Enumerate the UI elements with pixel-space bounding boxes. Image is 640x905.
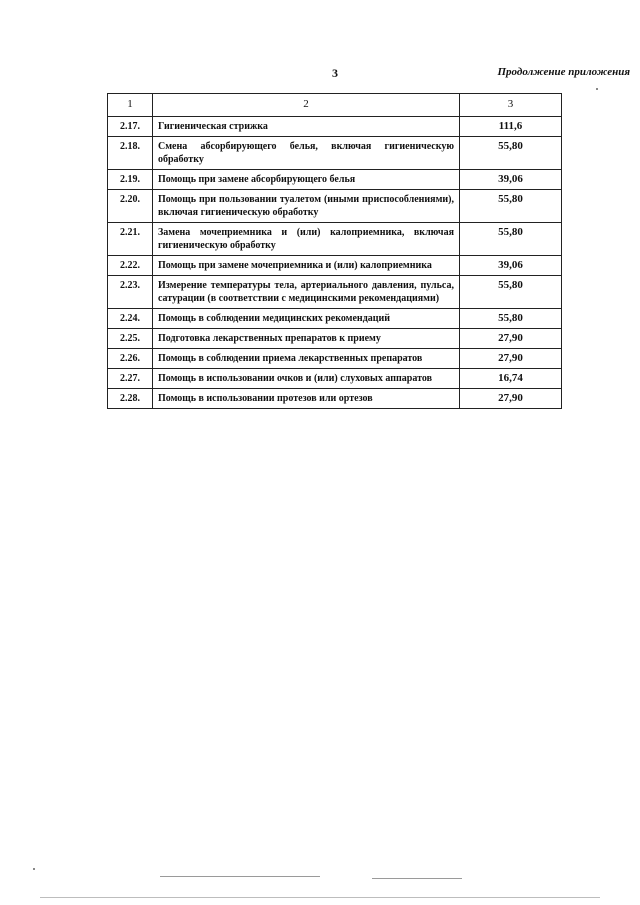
table-row [108,137,562,170]
column-header-value: 3 [460,94,562,117]
row-number: 2.25. [108,329,153,349]
table-row [108,256,562,276]
table-row [108,309,562,329]
continuation-label: Продолжение приложения [497,66,630,78]
row-number: 2.19. [108,170,153,190]
row-value: 39,06 [460,170,562,190]
scan-artifact-line [40,897,600,898]
row-value: 55,80 [460,223,562,256]
column-header-number: 1 [108,94,153,117]
row-value: 16,74 [460,369,562,389]
row-value: 55,80 [460,309,562,329]
tariff-table [107,93,562,409]
row-value: 55,80 [460,137,562,170]
row-description: Помощь при замене мочеприемника и (или) калоприемника [153,256,460,276]
row-value: 27,90 [460,329,562,349]
table-header-row [108,94,562,117]
row-value: 27,90 [460,389,562,409]
row-number: 2.27. [108,369,153,389]
table-row [108,349,562,369]
row-description: Измерение температуры тела, артериального давления, пульса, сатурации (в соответствии с медицинскими рекомендациями) [153,276,460,309]
row-value: 55,80 [460,190,562,223]
row-number: 2.17. [108,117,153,137]
row-description: Замена мочеприемника и (или) калоприемника, включая гигиеническую обработку [153,223,460,256]
page-number: 3 [332,66,338,80]
row-description: Помощь в использовании очков и (или) слуховых аппаратов [153,369,460,389]
row-value: 27,90 [460,349,562,369]
row-description: Гигиеническая стрижка [153,117,460,137]
table-row [108,223,562,256]
row-number: 2.22. [108,256,153,276]
scan-artifact-line [160,876,320,877]
row-value: 111,6 [460,117,562,137]
table-row [108,190,562,223]
row-value: 55,80 [460,276,562,309]
row-number: 2.18. [108,137,153,170]
row-description: Помощь в использовании протезов или ортезов [153,389,460,409]
row-number: 2.20. [108,190,153,223]
scan-artifact-line [372,878,462,879]
scan-artifact-dot [596,88,598,90]
row-description: Смена абсорбирующего белья, включая гигиеническую обработку [153,137,460,170]
table-row [108,170,562,190]
row-number: 2.21. [108,223,153,256]
row-description: Помощь при замене абсорбирующего белья [153,170,460,190]
row-number: 2.28. [108,389,153,409]
table-row [108,276,562,309]
table-row [108,389,562,409]
table-row [108,117,562,137]
row-description: Подготовка лекарственных препаратов к приему [153,329,460,349]
row-number: 2.23. [108,276,153,309]
row-description: Помощь при пользовании туалетом (иными приспособлениями), включая гигиеническую обработку [153,190,460,223]
row-value: 39,06 [460,256,562,276]
column-header-description: 2 [153,94,460,117]
row-description: Помощь в соблюдении приема лекарственных препаратов [153,349,460,369]
table-row [108,369,562,389]
row-number: 2.26. [108,349,153,369]
row-number: 2.24. [108,309,153,329]
table-row [108,329,562,349]
scan-artifact-dot [33,868,35,870]
row-description: Помощь в соблюдении медицинских рекомендаций [153,309,460,329]
